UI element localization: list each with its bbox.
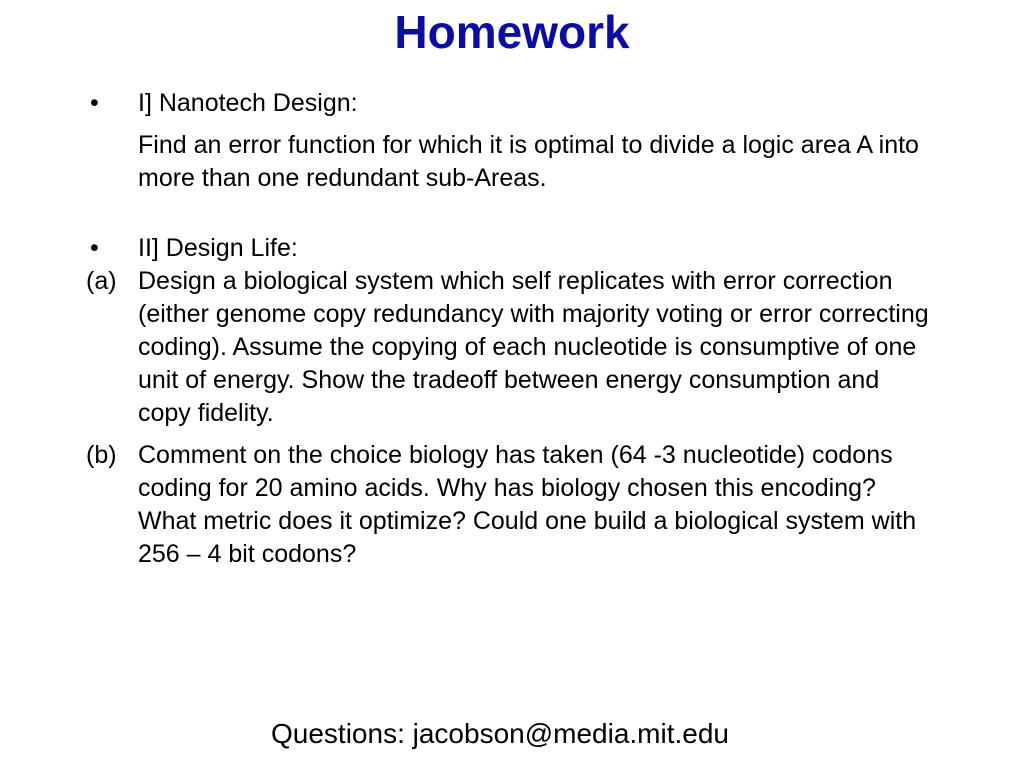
design-life-heading: II] Design Life: (138, 234, 298, 262)
bullet-marker: • (90, 234, 99, 262)
nanotech-task-text: Find an error function for which it is optimal to divide a logic area A into more than one redundant sub-Areas. (138, 131, 919, 192)
nanotech-task (0, 129, 938, 195)
spacer (0, 195, 1024, 232)
item-a-text: Design a biological system which self replicates with error correction (either genome copy redundancy with majority voting or error correcting coding). Assume the copying of each nucleotide is consumptive of one unit of energy. Show the tradeoff between energy consumption and copy fidelity. (138, 267, 929, 427)
design-life-item-b (0, 439, 938, 571)
item-a-marker: (a) (86, 267, 117, 295)
item-b-text: Comment on the choice biology has taken (64 -3 nucleotide) codons coding for 20 amino acids. Why has biology chosen this encoding? What metric does it optimize? Could one build a biological system with 256 – 4 bit codons? (138, 441, 917, 568)
bullet-nanotech-design (0, 87, 938, 120)
spacer (0, 120, 1024, 129)
item-b-marker: (b) (86, 441, 117, 469)
spacer (0, 430, 1024, 439)
footer-contact: Questions: jacobson@media.mit.edu (271, 718, 729, 749)
bullet-marker: • (90, 89, 99, 117)
slide-title: Homework (394, 6, 630, 58)
design-life-item-a (0, 265, 938, 430)
bullet-design-life (0, 232, 938, 265)
nanotech-heading: I] Nanotech Design: (138, 89, 358, 117)
slide-content (0, 87, 1024, 571)
